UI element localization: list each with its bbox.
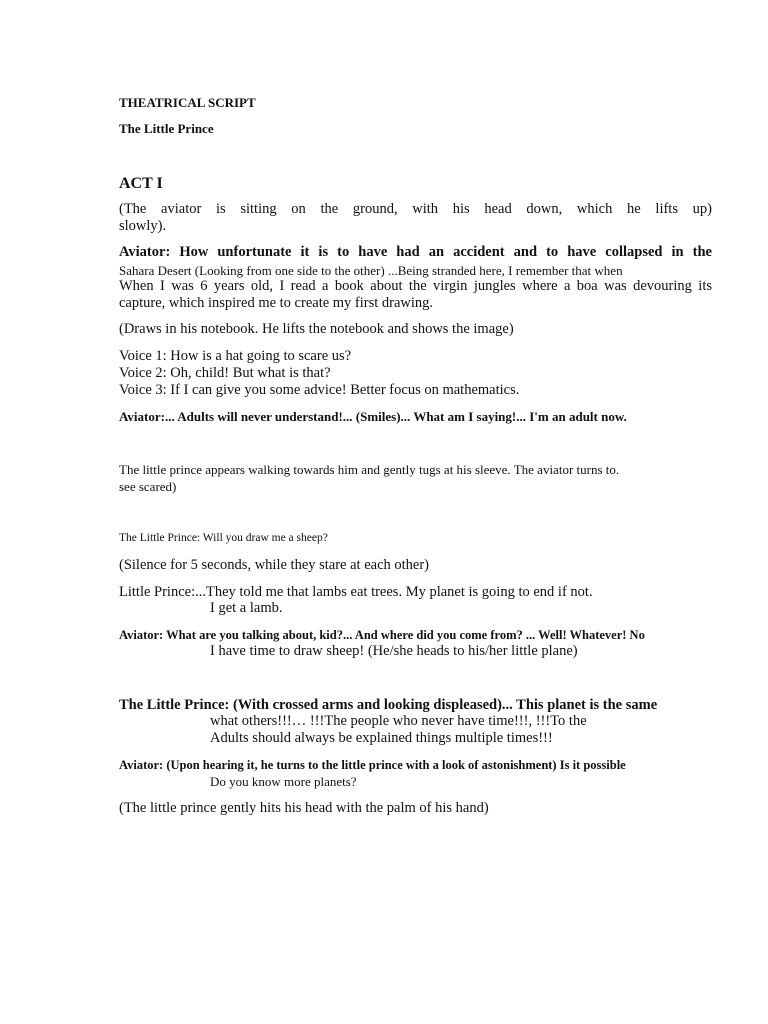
aviator-line: I have time to draw sheep! (He/she heads to his/her little plane) [210, 643, 578, 659]
aviator-line: Aviator:... Adults will never understand!... (Smiles)... What am I saying!... I'm an adult now. [119, 409, 627, 424]
aviator-line: When I was 6 years old, I read a book about the virgin jungles where a boa was devouring its [119, 278, 712, 294]
aviator-line: Aviator: (Upon hearing it, he turns to the little prince with a look of astonishment) Is it possible [119, 758, 626, 772]
prince-line: The Little Prince: Will you draw me a sheep? [119, 532, 328, 544]
aviator-line: Aviator: What are you talking about, kid?... And where did you come from? ... Well! Whatever! No [119, 628, 645, 642]
voice-line: Voice 3: If I can give you some advice! Better focus on mathematics. [119, 382, 520, 398]
prince-line: Adults should always be explained things multiple times!!! [210, 730, 553, 746]
stage-direction-line: slowly). [119, 218, 167, 234]
narration-line: see scared) [119, 479, 177, 494]
prince-line: what others!!!… !!!The people who never have time!!!, !!!To the [210, 713, 587, 729]
act-heading: ACT I [119, 175, 163, 192]
aviator-line: Aviator: How unfortunate it is to have had an accident and to have collapsed in the [119, 244, 712, 260]
prince-line: I get a lamb. [210, 600, 283, 616]
document-type-heading: THEATRICAL SCRIPT [119, 95, 256, 110]
stage-direction-line: (The little prince gently hits his head with the palm of his hand) [119, 800, 489, 816]
stage-direction-line: (Draws in his notebook. He lifts the notebook and shows the image) [119, 321, 514, 337]
voice-line: Voice 1: How is a hat going to scare us? [119, 348, 352, 364]
stage-direction-line: (Silence for 5 seconds, while they stare at each other) [119, 557, 430, 573]
script-title: The Little Prince [119, 121, 214, 136]
prince-line: Little Prince:...They told me that lambs eat trees. My planet is going to end if not. [119, 584, 593, 600]
aviator-line: Do you know more planets? [210, 774, 357, 789]
aviator-line: capture, which inspired me to create my first drawing. [119, 295, 434, 311]
voice-line: Voice 2: Oh, child! But what is that? [119, 365, 331, 381]
narration-line: The little prince appears walking towards him and gently tugs at his sleeve. The aviator turns to. [119, 462, 620, 477]
stage-direction-line: (The aviator is sitting on the ground, with his head down, which he lifts up) [119, 201, 712, 217]
aviator-line: Sahara Desert (Looking from one side to the other) ...Being stranded here, I remember that when [119, 263, 623, 278]
prince-line: The Little Prince: (With crossed arms and looking displeased)... This planet is the same [119, 697, 658, 713]
